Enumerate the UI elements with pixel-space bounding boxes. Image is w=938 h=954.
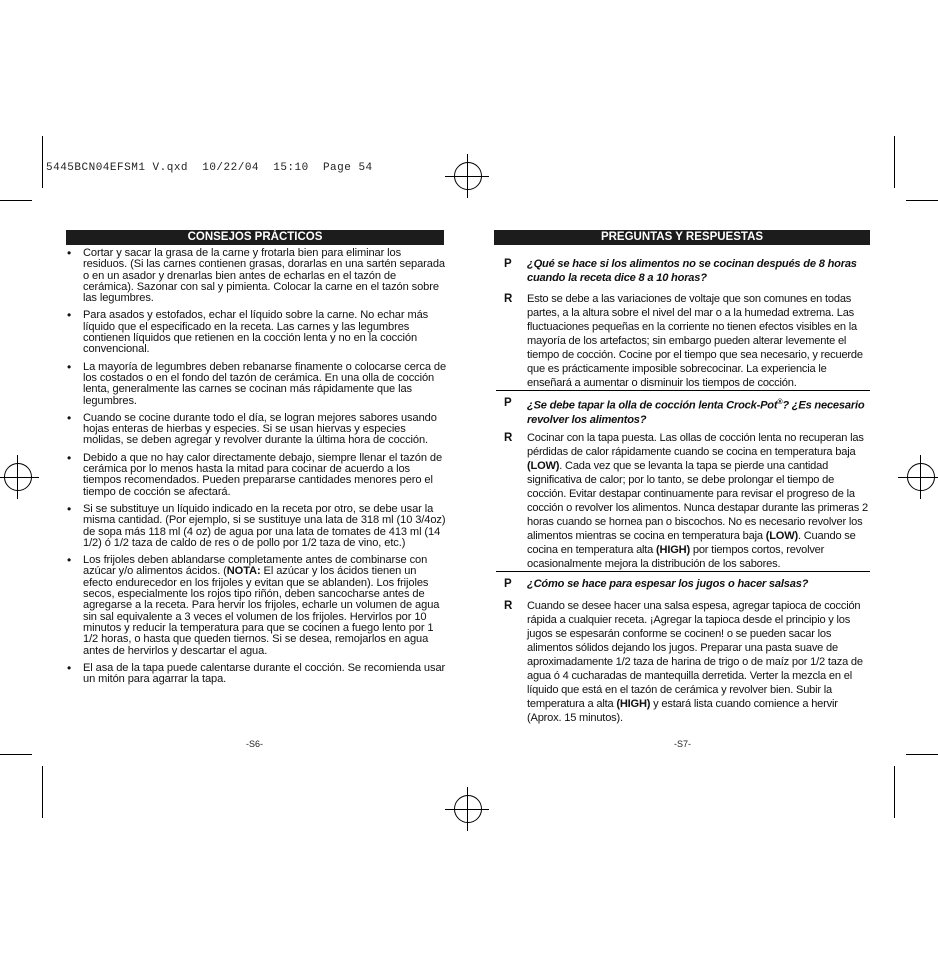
low-setting: (LOW) [765,530,798,542]
tips-list [66,248,446,685]
question-text: ¿Cómo se hace para espesar los jugos o hacer salsas? [527,578,809,590]
crop-mark [42,136,43,188]
answer-part: Cuando se desee hacer una salsa espesa, agregar tapioca de cocción rápida a cualquier receta. ¡Agregar la tapioca desde el principio y los jugos se espesarán conforme se cocinen! o se pueden sacar los alimentos sólidos dejando los jugos. Preparar una pasta suave de aproximadamente 1/2 taza de harina de trigo o de maíz por 1/2 taza de agua ó 4 cucharadas de mantequilla derretida. Verter la mezcla en el líquido que está en el tazón de cerámica y revolver bien. Subir la temperatura a alta [527,600,863,710]
question-marker: P [504,578,512,590]
answer-text: Esto se debe a las variaciones de voltaje que son comunes en todas partes, a la altura sobre el nivel del mar o a la humedad extrema. Las fluctuaciones pequeñas en la corriente no tienen efectos visibles en la mayoría de los artefactos; sin embargo pueden alterar levemente el tiempo de cocción. Cocine por el tiempo que sea necesario, y recuerde que es prácticamente imposible sobrecocinar. La experiencia le enseñará a aumentar o disminuir los tiempos de cocción. [527,293,863,389]
tip-text: El azúcar y los ácidos tienen un efecto endurecedor en los frijoles y evitan que se ablanden). Los frijoles secos, especialmente los rojos tipo riñón, deben sancocharse antes de agregarse a la receta. Para hervir los frijoles, echarle un volumen de agua sin sal equivalente a 3 veces el volumen de los frijoles. Hervirlos por 10 minutos y reducir la temperatura para que se cocinen a fuego lento por 1 1/2 horas, o hasta que queden tiernos. Si se desea, remojarlos en agua antes de hervirlos y descartar el agua. [83,565,440,657]
question-3 [504,577,870,591]
tip-item: • La mayoría de legumbres deben rebanarse finamente o colocarse cerca de los costados o en el fondo del tazón de cerámica. En una olla de cocción lenta, generalmente las carnes se cocinan más rápidamente que las legumbres. [66,362,446,407]
tip-item: • Para asados y estofados, echar el líquido sobre la carne. No echar más líquido que el especificado en la receta. Las carnes y las legumbres contienen líquidos que retienen en la cocción lenta y no en la cocción convencional. [66,310,446,355]
high-setting: (HIGH) [616,698,651,710]
question-text: ¿Qué se hace si los alimentos no se cocinan después de 8 horas cuando la receta dice 8 a 10 horas? [527,258,857,284]
answer-marker: R [504,432,513,444]
qa-header: PREGUNTAS Y RESPUESTAS [494,230,870,245]
low-setting: (LOW) [527,460,560,472]
answer-part: . Cuando se cocina en temperatura alta [527,530,856,556]
crop-mark [0,200,32,201]
question-part: ¿Se debe tapar la olla de cocción lenta Crock-Pot [527,399,778,412]
tip-item [66,555,446,657]
question-part: ? ¿Es necesario revolver los alimentos? [527,399,865,426]
crop-mark [906,200,938,201]
file-slug: 5445BCN04EFSM1 V.qxd 10/22/04 15:10 Page 54 [46,162,373,174]
answer-text [527,599,870,725]
tips-header: CONSEJOS PRÁCTICOS [66,230,444,245]
answer-1 [504,292,870,390]
answer-part: Cocinar con la tapa puesta. Las ollas de cocción lenta no recuperan las pérdidas de calor rápidamente cuando se cocina en temperatura baja [527,432,864,458]
answer-2 [504,431,870,571]
tips-column [66,248,446,691]
question-text [527,396,870,427]
crop-mark [0,754,32,755]
page-number-left: -S6- [246,739,264,749]
tip-item: • Si se substituye un líquido indicado en la receta por otro, se debe usar la misma cantidad. (Por ejemplo, si se sustituye una lata de 318 ml (10 3/4oz) de sopa más 118 ml (4 oz) de agua por una lata de tomates de 413 ml (14 1/2) ó 1/2 taza de caldo de res o de pollo por 1/2 taza de vino, etc.) [66,504,446,549]
crop-mark [42,766,43,818]
answer-part: por tiempos cortos, revolver ocasionalmente mejora la distribución de los sabores. [527,544,825,570]
answer-text [527,431,870,571]
question-1 [504,257,870,285]
answer-part: . Cada vez que se levanta la tapa se pierde una cantidad significativa de calor; por lo tanto, se debe prolongar el tiempo de cocción. Evitar destapar continuamente para revisar el progreso de la cocción o revolver los alimentos. Nunca destapar durante las primeras 2 horas cuando se hornea pan o biscochos. No es necesario revolver los alimentos mientras se cocina en temperatura baja [527,460,868,542]
crop-mark [894,766,895,818]
answer-3 [504,599,870,725]
answer-marker: R [504,293,513,305]
answer-part: y estará lista cuando comience a hervir (Aprox. 15 minutos). [527,698,838,724]
crop-mark [906,754,938,755]
divider [496,390,870,391]
page-number-right: -S7- [674,739,692,749]
tip-item: • Debido a que no hay calor directamente debajo, siempre llenar el tazón de cerámica por lo menos hasta la mitad para cocinar de acuerdo a los tiempos recomendados. Pueden prepararse cantidades menores pero el tiempo de cocción se afectará. [66,453,446,498]
question-marker: P [504,397,512,409]
question-marker: P [504,258,512,270]
tip-item: • Cuando se cocine durante todo el día, se logran mejores sabores usando hojas enteras de hierbas y especies. Si se usan hiervas y especies molidas, se deben agregar y revolver durante la última hora de cocción. [66,413,446,447]
tip-item: • Cortar y sacar la grasa de la carne y frotarla bien para eliminar los residuos. (Si las carnes contienen grasas, dorarlas en una sartén separada o en un asador y drenarlas bien antes de echarlas en el tazón de cerámica). Sazonar con sal y pimienta. Colocar la carne en el tazón sobre las legumbres. [66,248,446,304]
note-label: NOTA: [226,565,261,578]
answer-marker: R [504,600,513,612]
tip-text: Los frijoles deben ablandarse completamente antes de combinarse con azúcar y/o alimentos ácidos. ( [83,554,428,578]
high-setting: (HIGH) [656,544,690,556]
registered-mark: ® [777,399,783,406]
tip-item: • El asa de la tapa puede calentarse durante el cocción. Se recomienda usar un mitón para agarrar la tapa. [66,663,446,686]
crop-mark [894,136,895,188]
question-2 [504,396,870,427]
divider [496,571,870,572]
